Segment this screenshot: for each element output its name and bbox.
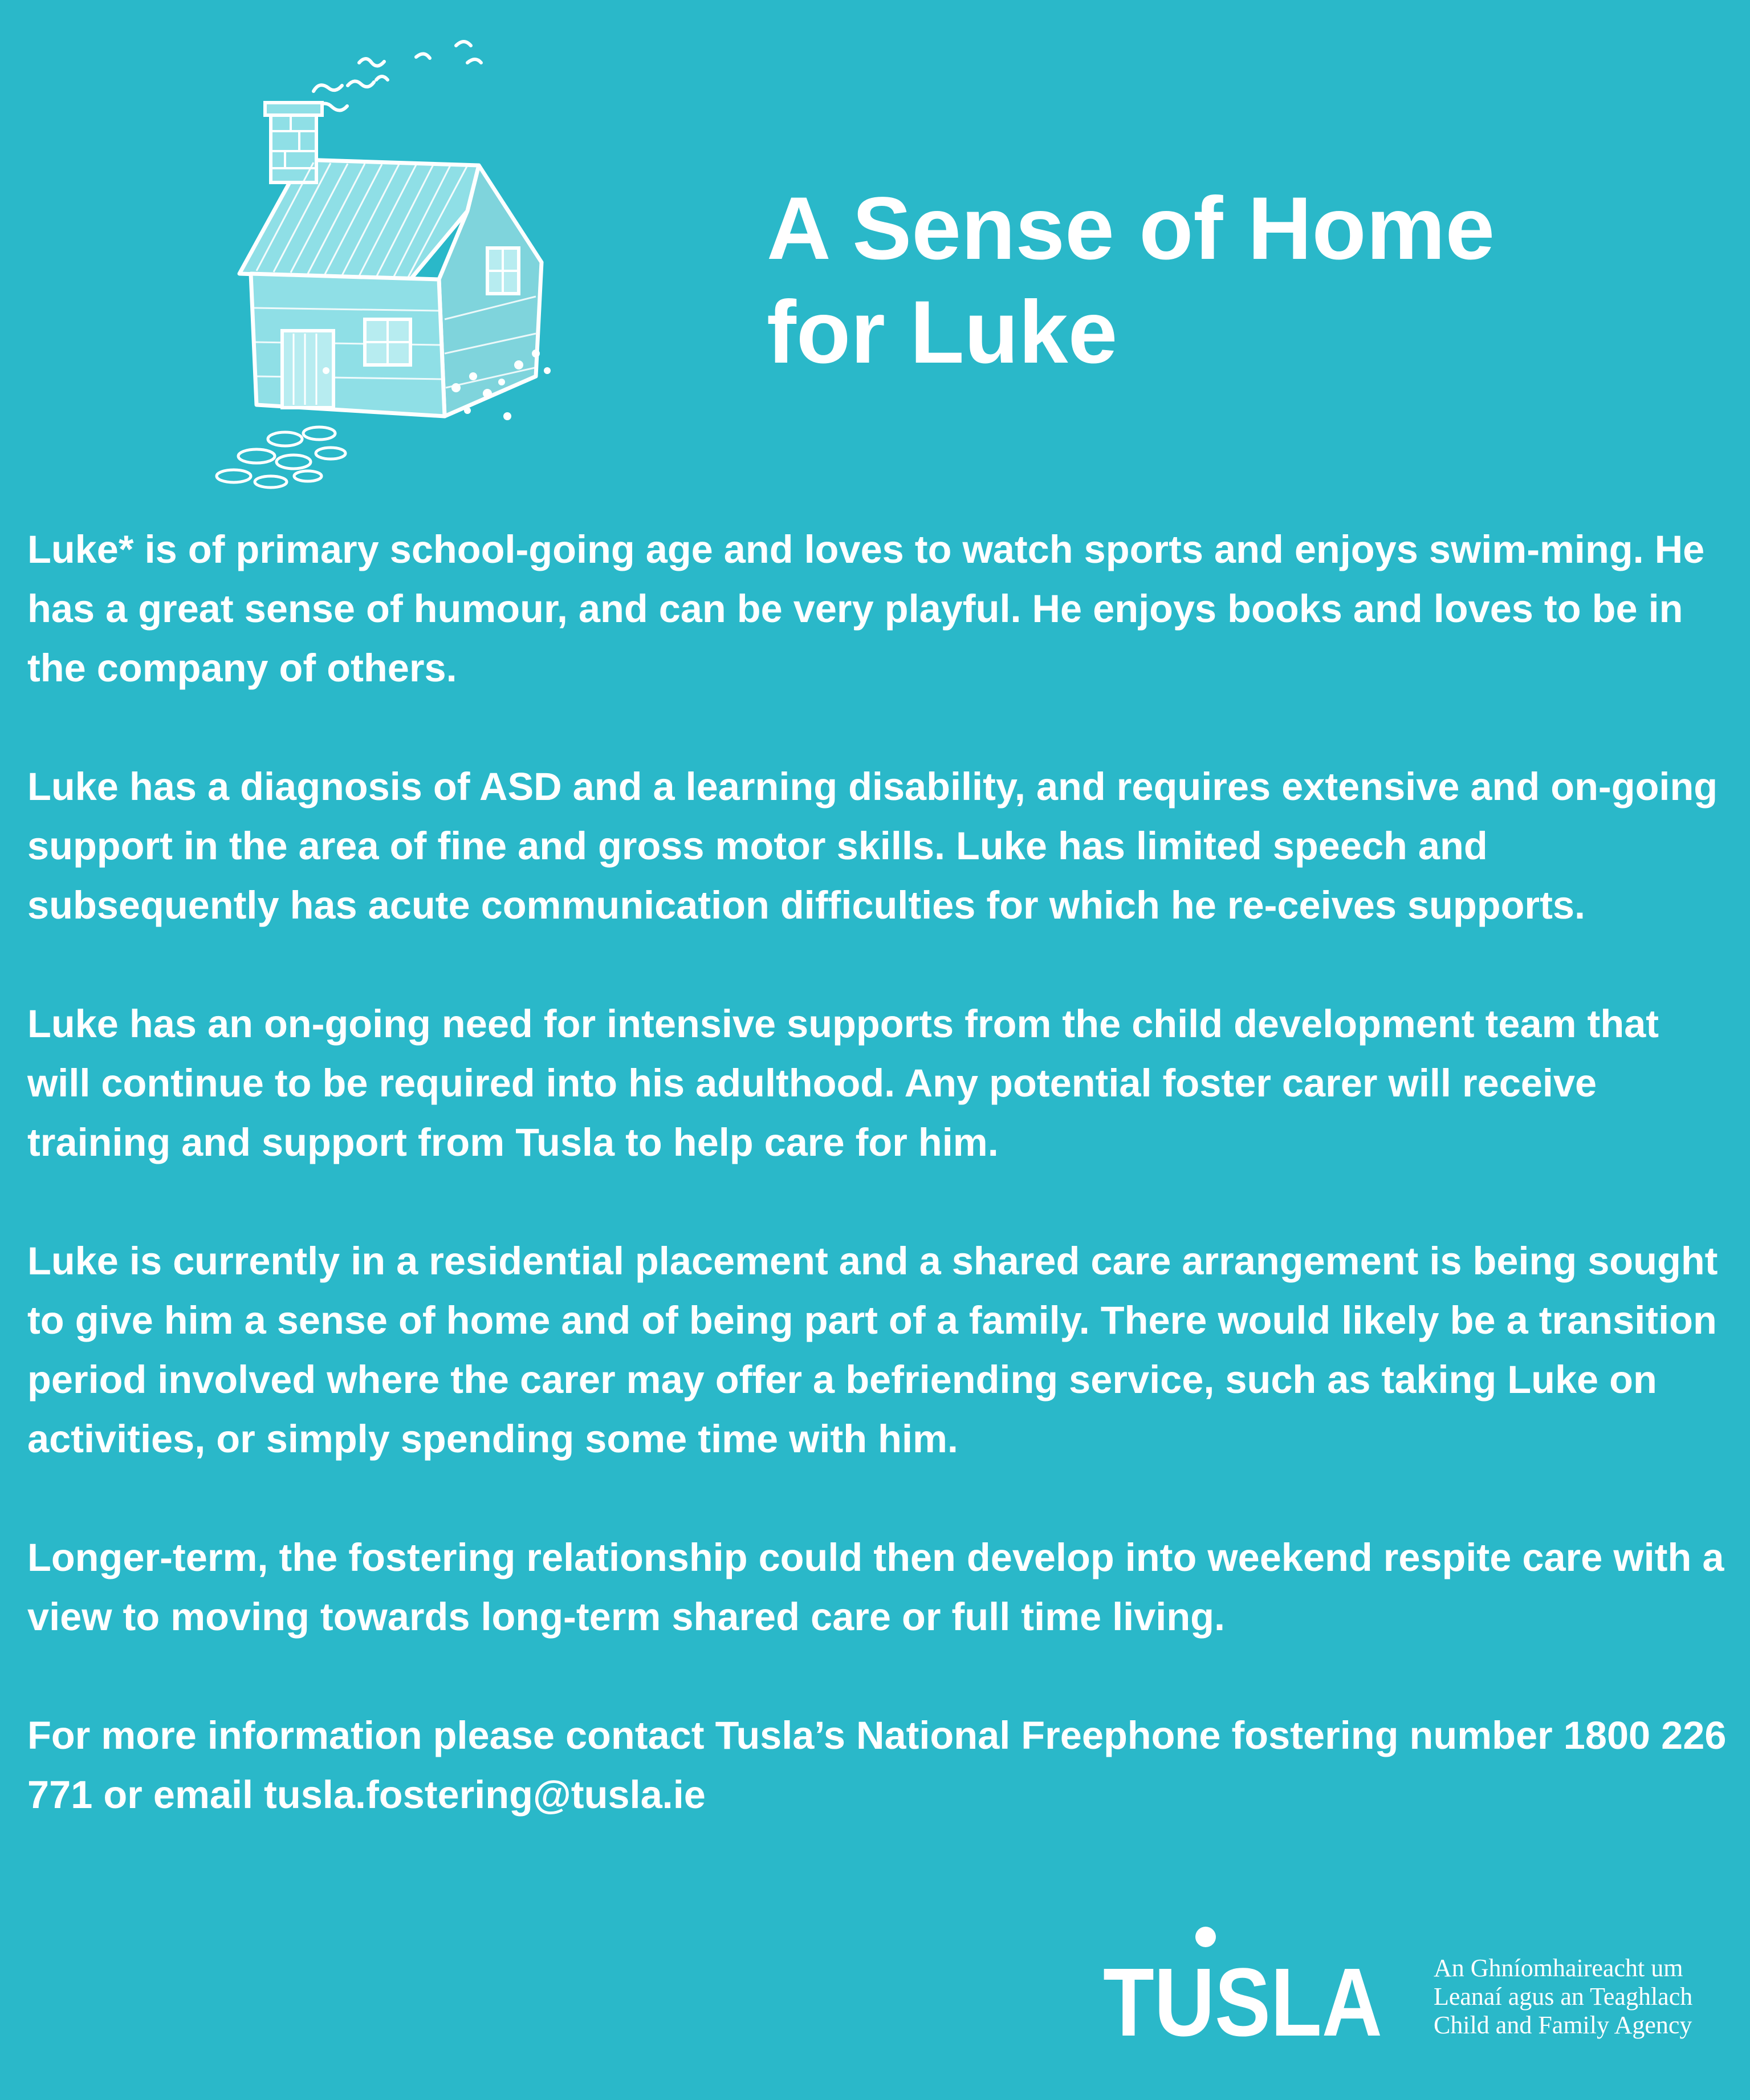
- logo-tagline-irish-1: An Ghníomhaireacht um: [1434, 1954, 1683, 1982]
- paragraph-about: Luke* is of primary school-going age and loves to watch sports and enjoys swim-ming. He has a great sense of humour, and can be very playful. He enjoys books and loves to be in the company of others.: [27, 527, 1705, 690]
- paragraph-longer-term: Longer-term, the fostering relationship could then develop into weekend respite care with a view to moving towards long-term shared care or full time living.: [27, 1536, 1724, 1639]
- logo-tagline-irish-2: Leanaí agus an Teaghlach: [1434, 1983, 1693, 2010]
- logo-wordmark: TUSLA: [1103, 1948, 1382, 2057]
- house-icon: [171, 23, 581, 490]
- title-line-1: A Sense of Home: [767, 179, 1495, 278]
- page-title: [767, 177, 1495, 384]
- tusla-logo: [1103, 1924, 1730, 2056]
- body-text: [27, 520, 1732, 1825]
- logo-tagline: [1434, 1954, 1692, 2040]
- title-line-2: for Luke: [767, 283, 1118, 382]
- logo-tagline-english: Child and Family Agency: [1434, 2011, 1692, 2039]
- paragraph-contact: For more information please contact Tusla’s National Freephone fostering number 1800 226 771 or email tusla.fostering@tusla.ie: [27, 1713, 1727, 1817]
- paragraph-support-needs: Luke has an on-going need for intensive supports from the child development team that will continue to be required into his adulthood. Any potential foster carer will receive training and support from Tusla to help care for him.: [27, 1002, 1659, 1164]
- paragraph-placement: Luke is currently in a residential placement and a shared care arrangement is being sought to give him a sense of home and of being part of a family. There would likely be a transition period involved where the carer may offer a befriending service, such as taking Luke on activities, or simply spending some time with him.: [27, 1239, 1718, 1461]
- paragraph-diagnosis: Luke has a diagnosis of ASD and a learning disability, and requires extensive and on-going support in the area of fine and gross motor skills. Luke has limited speech and subsequently has acute communication difficulties for which he re-ceives supports.: [27, 765, 1718, 927]
- tusla-wordmark-icon: [1103, 1924, 1388, 2056]
